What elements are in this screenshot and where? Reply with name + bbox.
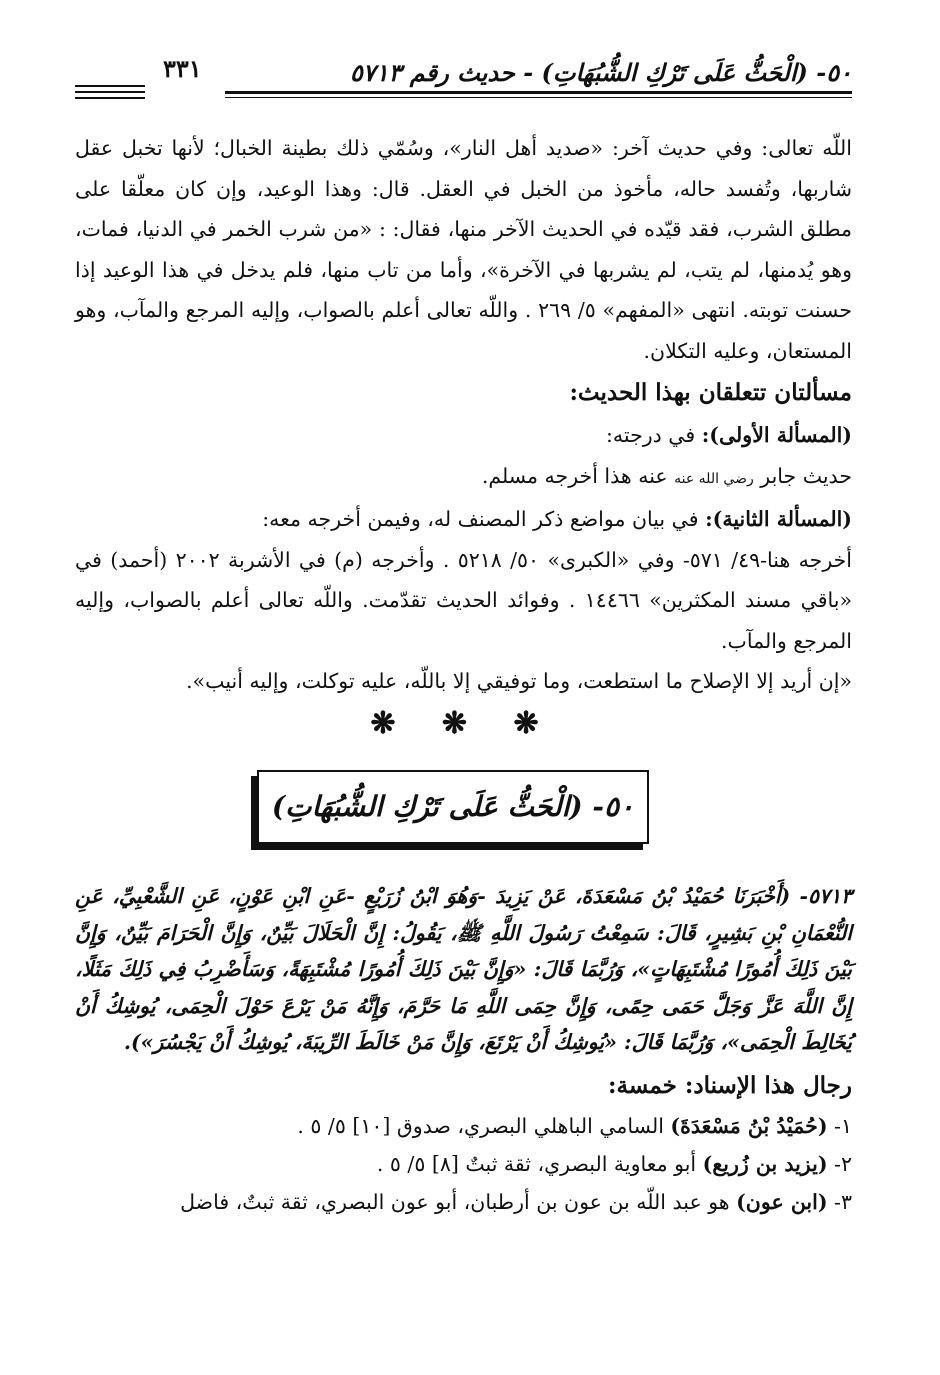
second-issue-detail: أخرجه هنا-٤٩/ ٥٧١- وفي «الكبرى» ٥٠/ ٥٢١٨ . وأخرجه (م) في الأشربة ٢٠٠٢ (أحمد) في «باقي مسند المكثرين» ١٤٤٦٦ . وفوائد الحديث تقدّمت. واللّه تعالى أعلم بالصواب، وإليه المرجع والمآب.	[75, 547, 852, 653]
chapter-heading-frame	[255, 770, 655, 852]
commentary-section	[75, 128, 852, 744]
narrator-item	[75, 1145, 852, 1183]
chapter-heading-box	[257, 770, 649, 844]
narrator-name: (حُمَيْدُ بْنُ مَسْعَدَةَ)	[670, 1113, 828, 1138]
narrator-name: (ابن عون)	[736, 1189, 828, 1214]
issues-heading: مسألتان تتعلقان بهذا الحديث:	[569, 379, 852, 406]
chapter-title: ٥٠- (الْحَثُّ عَلَى تَرْكِ الشُّبُهَاتِ)	[271, 790, 635, 823]
first-issue	[75, 415, 852, 456]
narrator-description: هو عبد اللّه بن عون بن أرطبان، أبو عون البصري، ثقة ثبتٌ، فاضل	[180, 1189, 737, 1214]
page-number-rule	[75, 91, 145, 93]
second-issue-text: في بيان مواضع ذكر المصنف له، وفيمن أخرجه معه:	[262, 507, 706, 531]
narrator-name: (يزيد بن زُريع)	[702, 1151, 828, 1176]
hadith-text: ٥٧١٣- (أَخْبَرَنَا حُمَيْدُ بْنُ مَسْعَدَةَ، عَنْ يَزِيدَ -وَهُوَ ابْنُ زُرَيْعٍ -عَنِ ابْنِ عَوْنٍ، عَنِ الشَّعْبِيِّ، عَنِ النُّعْمَانِ بْنِ بَشِيرٍ، قَالَ: سَمِعْتُ رَسُولَ اللَّهِ ﷺ، يَقُولُ: إِنَّ الْحَلَالَ بَيِّنٌ، وَإِنَّ الْحَرَامَ بَيِّنٌ، وَإِنَّ بَيْنَ ذَلِكَ أُمُورًا مُشْتَبِهَاتٍ»، وَرُبَّمَا قَالَ: «وَإِنَّ بَيْنَ ذَلِكَ أُمُورًا مُشْتَبِهَةً، وَسَأَضْرِبُ فِي ذَلِكَ مَثَلًا، إِنَّ اللَّهَ عَزَّ وَجَلَّ حَمَى حِمًى، وَإِنَّ حِمَى اللَّهِ مَا حَرَّمَ، وَإِنَّهُ مَنْ يَرْعَ حَوْلَ الْحِمَى، يُوشِكُ أَنْ يُخَالِطَ الْحِمَى»، وَرُبَّمَا قَالَ: «يُوشِكُ أَنْ يَرْتَعَ، وَإِنَّ مَنْ خَالَطَ الرِّيبَةَ، يُوشِكُ أَنْ يَجْسُرَ»).	[75, 884, 852, 1054]
first-issue-detail	[75, 456, 852, 500]
first-issue-label: (المسألة الأولى):	[701, 423, 852, 447]
narrator-number: ٣-	[827, 1189, 852, 1214]
closing-prayer: «إن أريد إلا الإصلاح ما استطعت، وما توفيقي إلا باللّه، عليه توكلت، وإليه أنيب».	[186, 669, 852, 693]
section-separator: ❋ ❋ ❋	[370, 705, 557, 741]
first-issue-detail-a: حديث جابر	[753, 463, 852, 488]
header-rule-thick	[225, 91, 852, 94]
narrator-number: ١-	[827, 1113, 852, 1138]
running-header	[75, 52, 852, 102]
commentary-paragraph: اللّه تعالى: وفي حديث آخر: «صديد أهل النار»، وسُمّي ذلك بطينة الخبال؛ لأنها تخبل عقل شاربها، وتُفسد حاله، مأخوذ من الخبل في العقل. قال: وهذا الوعيد، وإن كان معلّقا على مطلق الشرب، فقد قيّده في الحديث الآخر منها، فقال: : «من شرب الخمر في الدنيا، فمات، وهو يُدمنها، لم يتب، لم يشربها في الآخرة»، وأما من تاب منها، فلم يدخل في هذا الوعيد إذا حسنت توبته. انتهى «المفهم» ٥/ ٢٦٩ . واللّه تعالى أعلم بالصواب، وإليه المرجع والمآب، وهو المستعان، وعليه التكلان.	[75, 136, 853, 363]
narrator-description: السامي الباهلي البصري، صدوق [١٠] ٥/ ٥ .	[297, 1113, 671, 1138]
rijal-heading: رجال هذا الإسناد: خمسة:	[608, 1071, 852, 1099]
honorific-glyph: رضي الله عنه	[674, 470, 754, 487]
narrator-number: ٢-	[827, 1151, 852, 1176]
running-title: ٥٠- (الْحَثُّ عَلَى تَرْكِ الشُّبُهَاتِ) - حديث رقم ٥٧١٣	[349, 58, 852, 87]
page-number-rule	[75, 85, 145, 87]
narrator-description: أبو معاوية البصري، ثقة ثبتٌ [٨] ٥/ ٥ .	[376, 1151, 703, 1176]
narrator-item	[75, 1107, 852, 1145]
page-number-rule	[75, 97, 145, 99]
page-number: ٣٣١	[163, 54, 202, 83]
second-issue-label: (المسألة الثانية):	[705, 507, 852, 531]
first-issue-detail-b: عنه هذا أخرجه مسلم.	[481, 463, 675, 488]
second-issue	[75, 499, 852, 540]
header-rule-thin	[225, 97, 852, 98]
first-issue-text: في درجته:	[605, 423, 702, 447]
narrator-item	[75, 1183, 852, 1221]
hadith-section	[75, 878, 852, 1221]
